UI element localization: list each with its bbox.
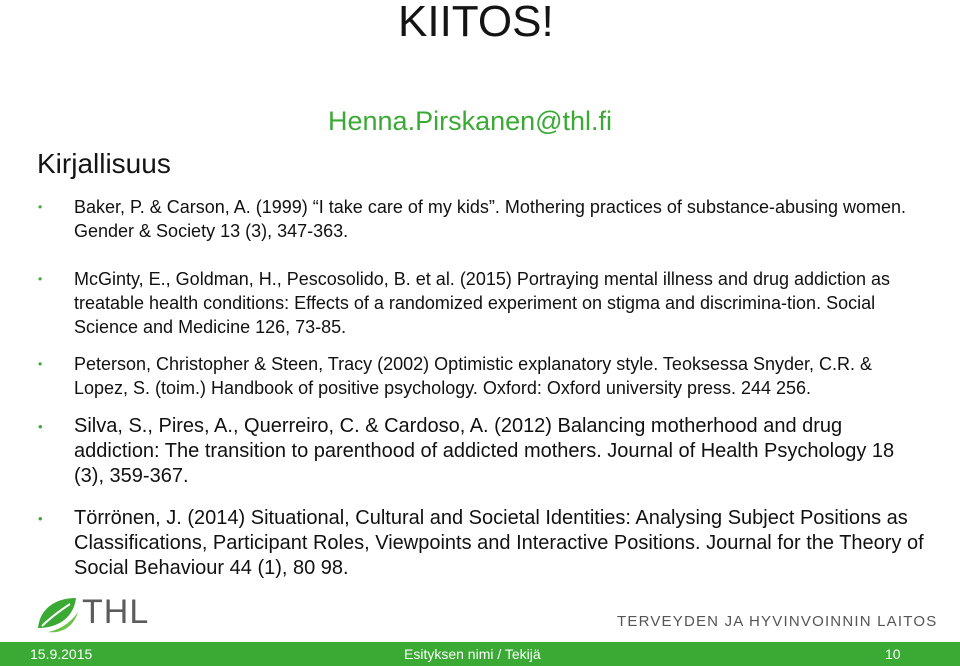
footer-bar bbox=[0, 642, 960, 666]
footer-presentation-name: Esityksen nimi / Tekijä bbox=[404, 646, 541, 662]
reference-text: Törrönen, J. (2014) Situational, Cultural and Societal Identities: Analysing Subject Positions as Classifications, Participant Roles, Viewpoints and Interactive Positions. Journal for the Theory of Social Behaviour 44 (1), 80 98. bbox=[74, 507, 924, 579]
references-heading: Kirjallisuus bbox=[37, 148, 171, 179]
reference-text: Peterson, Christopher & Steen, Tracy (2002) Optimistic explanatory style. Teoksessa Snyder, C.R. & Lopez, S. (toim.) Handbook of positive psychology. Oxford: Oxford university press. 244 256. bbox=[74, 354, 873, 398]
bullet: • bbox=[38, 200, 43, 214]
slide-title: KIITOS! bbox=[398, 0, 554, 46]
list-item bbox=[38, 267, 928, 339]
list-item bbox=[38, 506, 928, 581]
footer-date: 15.9.2015 bbox=[30, 646, 93, 662]
bullet: • bbox=[38, 272, 43, 286]
reference-text: McGinty, E., Goldman, H., Pescosolido, B. et al. (2015) Portraying mental illness and drug addiction as treatable health conditions: Effects of a randomized experiment on stigma and discrimina-tion. Social Science and Medicine 126, 73-85. bbox=[74, 269, 891, 337]
email-link[interactable]: Henna.Pirskanen@thl.fi bbox=[328, 106, 613, 136]
bullet: • bbox=[38, 511, 43, 526]
reference-text: Baker, P. & Carson, A. (1999) “I take care of my kids”. Mothering practices of substance-abusing women. Gender & Society 13 (3), 347-363. bbox=[74, 197, 907, 241]
reference-text: Silva, S., Pires, A., Querreiro, C. & Cardoso, A. (2012) Balancing motherhood and drug addiction: The transition to parenthood of addicted mothers. Journal of Health Psychology 18 (3), 359-367. bbox=[74, 415, 895, 487]
list-item bbox=[38, 352, 928, 400]
institute-name: TERVEYDEN JA HYVINVOINNIN LAITOS bbox=[617, 613, 938, 630]
footer-page-number: 10 bbox=[885, 646, 901, 662]
thl-logo-text: THL bbox=[82, 593, 150, 631]
references-list bbox=[38, 195, 928, 581]
bullet: • bbox=[38, 419, 43, 434]
list-item bbox=[38, 414, 928, 489]
bullet: • bbox=[38, 357, 43, 371]
list-item bbox=[38, 195, 928, 243]
